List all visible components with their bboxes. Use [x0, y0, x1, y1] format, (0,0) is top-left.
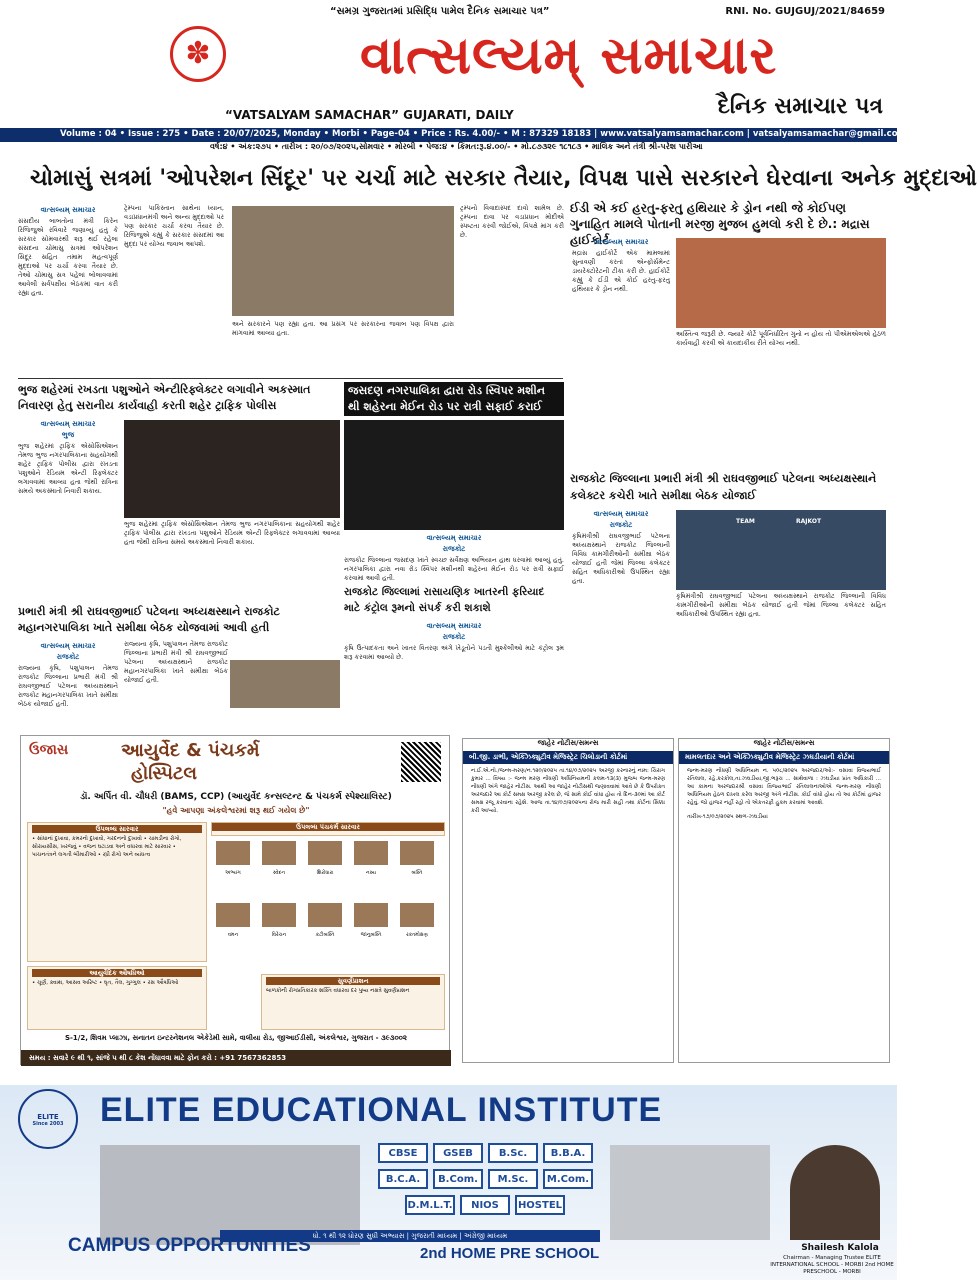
therapy-label: રક્તમોક્ષણ [406, 932, 428, 938]
public-notice-1 [462, 738, 674, 1063]
course-chip: HOSTEL [515, 1195, 565, 1215]
course-chip: B.Com. [433, 1169, 483, 1189]
road-sweeper-photo [344, 420, 564, 530]
treatments-text: • સાંધાનાં દુખાવા, કમરનો દુખાવો, ગરદનનો દુખાવો • ચામડીના રોગો, સોરાયસીસ, ખરજવું • વજન ઘટાડવા અને વધારવા માટે સારવાર • પાચનતંત્રને લગતી બીમારીઓ • સ્ત્રી રોગો અને વ્યંધત્વ [32, 836, 182, 858]
story5-col2 [676, 592, 886, 728]
medicines-text: • ચૂર્ણ, ક્વાથ, આસવ અરિષ્ટ • ઘૃત, તૈલ, ગુગ્ગુલ • રસ ઔષધિઓ [32, 980, 179, 986]
newspaper-logo: વાત્સલ્યમ્ સમાચાર [360, 25, 778, 86]
course-chip: GSEB [433, 1143, 483, 1163]
story1-col1 [18, 204, 118, 374]
therapy-label: સ્વેદન [272, 870, 286, 876]
story3-text: ભુજ શહેરમાં ટ્રાફિક એસોસિએશન તેમજ ભુજ નગરપાલિકાના સહયોગથી શહેર ટ્રાફિક પોલીસ દ્વારા રખડતા પશુઓને રેડિયમ એન્ટી રિફ્લેક્ટર લગાવવામાં આવ્યા હતા જેથી રાત્રિના સમયે અકસ્માતો નિવારી શકાય. [18, 442, 118, 495]
therapy-thumb [215, 840, 251, 866]
story5-text-cont: કૃષિમંત્રીશ્રી રાઘવજીભાઈ પટેલના અધ્યક્ષસ્થાને રાજકોટ જિલ્લાની વિવિધ કામગીરીઓની સમીક્ષા બેઠક યોજાઈ હતી જેમાં જિલ્લા કલેક્ટર સહિત અધિકારીઓ ઉપસ્થિત રહ્યા હતા. [676, 592, 886, 618]
elite-title: ELITE EDUCATIONAL INSTITUTE [100, 1091, 663, 1129]
story1-col2 [124, 204, 224, 374]
photo-label-rajkot: RAJKOT [796, 518, 822, 525]
story2-col1 [572, 236, 670, 376]
therapy-label: વિરેચન [271, 932, 287, 938]
doctor-name: ડૉ. અર્પિત વી. ચૌધરી (BAMS, CCP) (આયુર્વેદ કન્સલ્ટન્ટ & પંચકર્મ સ્પેશ્યાલિસ્ટ) [80, 792, 392, 802]
treatments-box [27, 822, 207, 962]
medicines-title: આયુર્વેદિક ઔષધિઓ [32, 969, 202, 977]
therapy-thumb [353, 840, 389, 866]
campus-opportunities [68, 1235, 311, 1257]
story6-headline: રાજકોટ જિલ્લામાં રાસાયણિક ખાતરની ફરિયાદ માટે કંટ્રોલ રૂમનો સંપર્ક કરી શકાશે [344, 586, 545, 614]
story1-text-c: અને સરકારને પણ રહ્યા હતા. આ પ્રસંગ પર સરકારના જવાબ પણ વિપક્ષ દ્વારા માંગવામાં આવ્યા હતા. [232, 320, 454, 337]
course-chip: B.B.A. [543, 1143, 593, 1163]
rni-number: RNI. No. GUJGUJ/2021/84659 [725, 6, 885, 17]
story7-col2 [124, 640, 228, 730]
therapy-thumb [261, 902, 297, 928]
notice1-body: ન.ઈ.એ.નો./જન્મ-મરણ/ન.૧૨૦/૨૦૨૫ તા.૧૪/૦૭/૨૦૨૫ અરજી કરનારનું નામ: ચિરાગ કુમાર ... વિષય :- જન્મ મરણ નોંધણી અધિનિયમની કલમ-૧૩(૩) મુજબ જન્મ-મરણ નોંધણી અંગે જાહેર નોટીસ. આથી આ જાહેર નોટીસથી જણાવવામાં આવે છે કે ઉપરોક્ત અરજદારે આ કોર્ટ સમક્ષ અરજી કરેલ છે, જે સામે કોઈ વાંધા હોય તો દિન-૩૦માં આ કોર્ટ સમક્ષ રજૂ કરવાના રહેશે. આજ તા.૧૪/૦૭/૨૦૨૫ના રોજ મારી સહી તથા કોર્ટના સિક્કા કરી આપ્યો. [471, 768, 665, 814]
course-chip: M.Com. [543, 1169, 593, 1189]
elite-logo-text: ELITE [37, 1113, 59, 1121]
treatments-title: ઉપલબ્ધ સારવાર [32, 825, 202, 833]
story5-byline: વાત્સલ્યમ્ સમાચાર [593, 510, 649, 518]
ayurved-title: આયુર્વેદ & પંચકર્મ [121, 740, 260, 761]
story1-text-d: ટ્રમ્પનો વિવાદાસ્પદ દાવો શામેલ છે. ટ્રમ્પના દાવા પર વડાપ્રધાન મોદીએ સ્પષ્ટતા કરવી જોઈએ, વિપક્ષે માંગ કરી છે. [460, 204, 564, 239]
divider [18, 378, 563, 379]
chairman-role: Chairman - Managing Trustee ELITE INTERNATIONAL SCHOOL - MORBI 2nd HOME PRESCHOOL - MORBI [770, 1255, 894, 1275]
chairman-photo [790, 1145, 880, 1240]
notice2-date: તારીખ-૧૭/૦૭/૨૦૨૫ સ્થળ-ઝઘડીયા [687, 814, 768, 820]
story1-byline: વાત્સલ્યમ્ સમાચાર [40, 206, 96, 214]
story4-byline: વાત્સલ્યમ્ સમાચાર [426, 534, 482, 542]
story4-body [344, 532, 564, 580]
suvarnaprashan-box [261, 974, 445, 1030]
story4-text: રાજકોટ જિલ્લાના જસદણ ખાતે સ્વચ્છ સર્વેક્ષણ અભિયાન હાથ ધરવામાં આવ્યું હતું. નગરપાલિકા દ્વારા નવા રોડ સ્વિપર મશીનથી શહેરના મેઈન રોડ પર રાત્રી સફાઈ કરવામાં આવી હતી. [344, 556, 564, 582]
subtitle-gujarati: દૈનિક સમાચાર પત્ર [717, 94, 883, 119]
story3-text-cont: ભુજ શહેરમાં ટ્રાફિક એસોસિએશન તેમજ ભુજ નગરપાલિકાના સહયોગથી શહેર ટ્રાફિક પોલીસ દ્વારા રખડતા પશુઓને રેડિયમ એન્ટી રિફ્લેક્ટર લગાવવામાં આવ્યા હતા જેથી રાત્રિના સમયે અકસ્માતો નિવારી શકાય. [124, 520, 340, 546]
ayurved-ad [20, 735, 450, 1065]
ayurved-logo: ઉજાસ [29, 742, 69, 758]
therapy-label: અભ્યંગ [225, 870, 241, 876]
court-building-photo [676, 238, 886, 328]
story7-headline: પ્રભારી મંત્રી શ્રી રાઘવજીભાઈ પટેલના અધ્યક્ષસ્થાને રાજકોટ મહાનગરપાલિકા ખાતે સમીક્ષા બેઠક યોજવામાં આવી હતી [18, 605, 280, 634]
course-chip: M.Sc. [488, 1169, 538, 1189]
public-notice-2 [678, 738, 890, 1063]
notice1-court: બી.જી. ડાભી, એક્ઝિક્યુટીવ મેજિસ્ટ્રેટ ચિલોડાની કોર્ટમાં [463, 751, 673, 764]
story4-headline: જસદણ નગરપાલિકા દ્વારા રોડ સ્વિપર મશીન થી શહેરના મેઈન રોડ પર રાત્રી સફાઈ કરાઈ [344, 382, 564, 416]
story5-text: કૃષિમંત્રીશ્રી રાઘવજીભાઈ પટેલના અધ્યક્ષસ્થાને રાજકોટ જિલ્લાની વિવિધ કામગીરીઓની સમીક્ષા બેઠક યોજાઈ હતી જેમાં જિલ્લા કલેક્ટર સહિત અધિકારીઓ ઉપસ્થિત રહ્યા હતા. [572, 532, 670, 585]
course-chip: CBSE [378, 1143, 428, 1163]
story3-col2 [124, 520, 340, 598]
therapy-label: શિરોધારા [316, 870, 334, 876]
subtitle-english: “VATSALYAM SAMACHAR” GUJARATI, DAILY [225, 108, 514, 122]
story6-byline: વાત્સલ્યમ્ સમાચાર [426, 622, 482, 630]
qr-code-icon [401, 742, 441, 782]
story1-col4 [460, 204, 564, 374]
story2-headline: ઈડી એ કઈ હરતુ-ફરતુ હથિયાર કે ડ્રોન નથી જે કોઈપણ ગુનાહિત મામલે પોતાની મરજી મુજબ હુમલો કરી દે છે.: મદ્રાસ હાઈકોર્ટ [570, 201, 870, 247]
hospital-timing: સમય : સવારે ૯ થી ૧, સાંજે ૫ થી ૮ કેશ નોંધાવવા માટે ફોન કરો : +91 7567362853 [21, 1050, 451, 1066]
suvarnaprashan-title: સુવર્ણપ્રાશન [266, 977, 440, 985]
panchakarma-box [211, 822, 445, 836]
elite-institute-ad [0, 1085, 897, 1280]
opening-notice: "હવે આપણા અંકલેશ્વરમાં શરૂ થઈ ગયેલ છે" [162, 806, 310, 815]
story6-text: કૃષિ ઉત્પાદકતા અને ખાતર વિતરણ અંગે ખેડૂતોને પડતી મુશ્કેલીઓ માટે કંટ્રોલ રૂમ શરૂ કરવામાં આવ્યો છે. [344, 644, 564, 661]
panchakarma-title: ઉપલબ્ધ પંચકર્મ સારવાર [212, 823, 444, 831]
story2-col2 [676, 330, 886, 376]
therapy-label: જાનુબસ્તિ [360, 932, 382, 938]
masthead-tagline: “સમગ્ર ગુજરાતમાં પ્રસિદ્ધિ પામેલ દૈનિક સમાચાર પત્ર” [330, 6, 550, 17]
story6-place: રાજકોટ [442, 633, 466, 641]
therapy-thumb [307, 902, 343, 928]
ayurved-title2: હોસ્પિટલ [131, 763, 198, 784]
cattle-reflector-photo [124, 420, 340, 518]
medicines-box [27, 966, 207, 1030]
therapy-thumb [261, 840, 297, 866]
therapy-label: બસ્તિ [411, 870, 423, 876]
story5-col1 [572, 508, 670, 728]
opportunities-word: OPPORTUNITIES [155, 1235, 311, 1256]
story7-col1 [18, 640, 118, 730]
course-chip: B.Sc. [488, 1143, 538, 1163]
therapy-thumb [399, 902, 435, 928]
parliament-photo [232, 206, 454, 316]
story7-text-cont: રાજ્યના કૃષિ, પશુપાલન તેમજ રાજકોટ જિલ્લાના પ્રભારી મંત્રી શ્રી રાઘવજીભાઈ પટેલના અધ્યક્ષસ્થાને રાજકોટ મહાનગરપાલિકા ખાતે સમીક્ષા બેઠક યોજાઈ હતી. [124, 640, 228, 684]
home-preschool: 2nd HOME PRE SCHOOL [420, 1245, 600, 1262]
story3-col1 [18, 418, 118, 598]
therapy-label: વમન [227, 932, 239, 938]
story7-byline: વાત્સલ્યમ્ સમાચાર [40, 642, 96, 650]
therapy-thumb [399, 840, 435, 866]
story1-col3 [232, 320, 454, 374]
story2-byline: વાત્સલ્યમ્ સમાચાર [593, 238, 649, 246]
notice2-body: જન્મ-મરણ નોંધણી અધિનિયમ ન. ૫૦૮/૨૦૨૫ અરજદાર/ઓ:- વસાવા વિજયભાઈ રતિલાલ, રહે.કરકોલ,તા.ઝઘડીયા,જી.ભરૂચ ... સાથેવાળા : ઝઘડીયા પ્રાંત અધિકારી ... આ કામના અરજદારશ્રી વસાવા વિજયભાઈ રતિલાલનાઓએ જન્મ-મરણ નોંધણી અધિનિયમ હેઠળ દાખલ કરેલ અરજી અંગે નોટીસ. કોઈ વાંધો હોય તો આ કોર્ટમાં હાજર રહેવું. જો હાજર નહીં રહો તો એકતરફી હુકમ કરવામાં આવશે. [687, 768, 881, 806]
campus-word: CAMPUS [68, 1235, 151, 1256]
story4-place: રાજકોટ [442, 545, 466, 553]
campus-photo-2 [610, 1145, 770, 1240]
story3-byline: વાત્સલ્યમ્ સમાચાર [40, 420, 96, 428]
story7-text: રાજ્યના કૃષિ, પશુપાલન તેમજ રાજકોટ જિલ્લાના પ્રભારી મંત્રી શ્રી રાઘવજીભાઈ પટેલના અધ્યક્ષસ્થાને રાજકોટ મહાનગરપાલિકા ખાતે સમીક્ષા બેઠક યોજાઈ હતી. [18, 664, 118, 708]
elite-logo [18, 1089, 78, 1149]
hospital-address: S-1/2, શિવમ પ્લાઝા, સનાતન ઇન્ટરનેશનલ એકેડેમી સામે, વાલીયા રોડ, જીઆઈડીસી, અંકલેશ્વર, ગુજરાત - ૩૯૩૦૦૨ [64, 1034, 408, 1042]
story3-headline: ભુજ શહેરમાં રખડતા પશુઓને એન્ટીરિફ્લેક્ટર લગાવીને અકસ્માત નિવારણ હેતુ સરાનીય કાર્યવાહી કરતી શહેર ટ્રાફિક પોલીસ [18, 383, 311, 412]
story2-text-a: મદ્રાસ હાઈકોર્ટે એક મામલામાં સુનાવણી કરતાં એન્ફોર્સમેન્ટ ડાયરેક્ટોરેટની ટીકા કરી છે. હાઈકોર્ટે કહ્યું કે ઈડી એ કોઈ હરતુ-ફરતુ હથિયાર કે ડ્રોન નથી. [572, 249, 670, 293]
notice1-header: જાહેર નોટીસ/સમન્સ [537, 739, 599, 747]
notice2-court: મામલતદાર અને એક્ઝિક્યુટીવ મેજિસ્ટ્રેટ ઝઘડીયાની કોર્ટમાં [679, 751, 889, 764]
story7-place: રાજકોટ [56, 653, 80, 661]
therapy-label: નસ્ય [365, 870, 377, 876]
course-chip: NIOS [460, 1195, 510, 1215]
main-headline: ચોમાસું સત્રમાં 'ઓપરેશન સિંદૂર' પર ચર્ચા માટે સરકાર તૈયાર, વિપક્ષ પાસે સરકારને ઘેરવાના અનેક મુદ્દાઓ [0, 160, 897, 200]
story1-text-b: ટ્રેમ્પના પાકિસ્તાન સાથેના ધ્યાન, વડાપ્રધાનમંત્રી અને અન્ય મુદ્દાઓ પર પણ સરકાર ચર્ચા કરવા તૈયાર છે. રિજિજુએ કહ્યું કે સરકાર સંસદમાં આ મુદ્દા પર યોગ્ય જવાબ આપશે. [124, 204, 224, 248]
meeting-photo [676, 510, 886, 590]
story1-text-a: સંસદીય બાબતોના મંત્રી કિરેન રિજિજુએ રવિવારે જણાવ્યું હતું કે સરકાર સોમવારથી શરૂ થઈ રહેલા સંસદના ચોમાસુ સત્રમાં ઓપરેશન સિંદૂર સહિત તમામ મહત્વપૂર્ણ મુદ્દાઓ પર ચર્ચા કરવા તૈયાર છે. તેઓ ચોમાસુ સત્ર પહેલાં બોલાવવામાં આવેલી સર્વપક્ષીય બેઠકમાં વાત કરી રહ્યા હતા. [18, 217, 118, 297]
story6-body [344, 620, 564, 728]
issue-info-bar-gujarati: વર્ષ:૪ • અંક:૨૭૫ • તારીખ : ૨૦/૦૭/૨૦૨૫,સોમવાર • મોરબી • પેજ:૪ • કિંમત:રૂ.૪.૦૦/- • મો.૮૭૩૨૯ ૧૮૧૮૩ • માલિક અને તંત્રી શ્રી-પરેશ પારીઆ [210, 142, 703, 151]
logo-emblem-icon: ✽ [170, 26, 226, 82]
therapy-thumb [215, 902, 251, 928]
suvarnaprashan-text: બાળકોની રોગપ્રતિકારક શક્તિ વધારવા દર પુષ્ય નક્ષત્રે સુવર્ણપ્રાશન [266, 988, 410, 994]
elite-contact-bar: ધો. ૧ થી ૧૨ ધોરણ સુધી અભ્યાસ | ગુજરાતી માધ્યમ | અંગ્રેજી માધ્યમ [220, 1230, 600, 1242]
course-chip: D.M.L.T. [405, 1195, 455, 1215]
photo-label-team: TEAM [736, 518, 755, 525]
mnc-meeting-photo [230, 660, 340, 708]
story2-text-b: અસ્તિત્વ જરૂરી છે. જ્યારે કોર્ટે પૂર્વનિર્ધારિત ગુનો ન હોય તો પીએમએલએ હેઠળ કાર્યવાહી કરવી એ કાયદાકીય રીતે યોગ્ય નથી. [676, 330, 886, 347]
chairman-name: Shailesh Kalola [801, 1243, 879, 1253]
therapy-thumb [307, 840, 343, 866]
story5-headline: રાજકોટ જિલ્લાના પ્રભારી મંત્રી શ્રી રાઘવજીભાઈ પટેલના અધ્યક્ષસ્થાને કલેક્ટર કચેરી ખાતે સમીક્ષા બેઠક યોજાઈ [570, 472, 877, 502]
elite-since: Since 2003 [32, 1121, 64, 1127]
issue-info-bar: Volume : 04 • Issue : 275 • Date : 20/07/2025, Monday • Morbi • Page-04 • Price : Rs. 4.00/- • M : 87329 18183 | www.vatsalyamsamachar.com | vatsalyamsamachar@gmail.com [0, 128, 897, 142]
story5-place: રાજકોટ [609, 521, 633, 529]
notice2-header: જાહેર નોટીસ/સમન્સ [753, 739, 815, 747]
story3-place: ભુજ [61, 431, 75, 439]
therapy-label: કટીબસ્તિ [315, 932, 335, 938]
course-chip: B.C.A. [378, 1169, 428, 1189]
therapy-thumb [353, 902, 389, 928]
